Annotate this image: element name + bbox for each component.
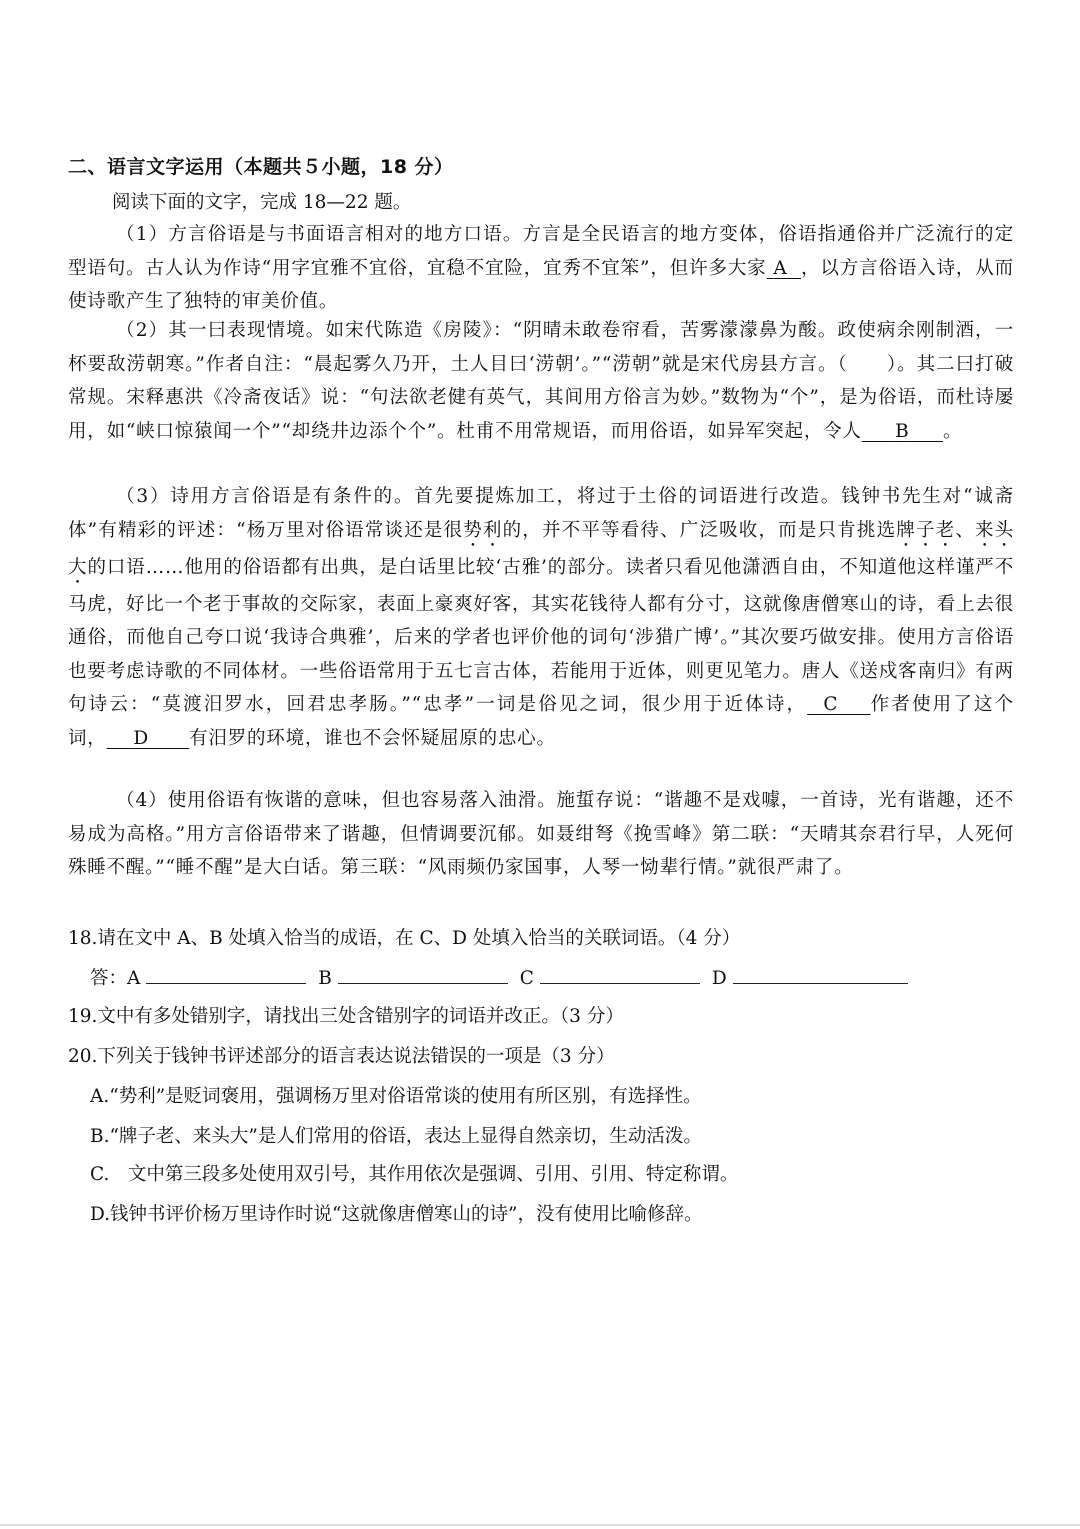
p3-text-c: 的口语……他用的俗语都有出典，是白话里比较‘古雅’的部分。读者只看见他潇洒自由，不知道他这样谨严不马虎，好比一个老于事故的交际家，表面上豪爽好客，其实花钱待人都有分寸，这就像唐僧寒山的诗，看上去很通俗，而他自己夸口说‘我诗合典雅’，后来的学者也评价他的词句‘涉猎广博’。”其次要巧做安排。使用方言俗语也要考虑诗歌的不同体材。一些俗语常用于五七言古体，若能用于近体，则更见笔力。唐人《送戍客南归》有两句诗云：“莫渡汨罗水，回君忠孝肠。”“忠孝”一词是俗见之词，很少用于近体诗， bbox=[68, 556, 1014, 715]
intro-text: 阅读下面的文字，完成 18—22 题。 bbox=[112, 192, 412, 213]
paragraph-1 bbox=[68, 218, 1014, 319]
p1-text-b: ，以方言俗语入诗，从而使诗歌产生了独特的审美价值。 bbox=[68, 257, 1014, 312]
blank-a-label: A bbox=[773, 257, 788, 279]
answer-a-blank[interactable] bbox=[146, 965, 306, 984]
p1-text-a: （1）方言俗语是与书面语言相对的地方口语。方言是全民语言的地方变体，俗语指通俗并广泛流行的定型语句。古人认为作诗“用字宜雅不宜俗，宜稳不宜险，宜秀不宜笨”，但许多大家 bbox=[68, 224, 1014, 279]
blank-d bbox=[107, 728, 189, 749]
blank-d-label: D bbox=[133, 727, 149, 749]
emphasized-term-1: 势利 bbox=[463, 519, 503, 541]
answer-b-blank[interactable] bbox=[338, 965, 508, 984]
answer-a-label: A bbox=[127, 968, 141, 989]
question-20: 20.下列关于钱钟书评述部分的语言表达说法错误的一项是（3 分） bbox=[68, 1046, 615, 1067]
paragraph-2 bbox=[68, 314, 1014, 448]
answer-c-label: C bbox=[519, 968, 534, 989]
p3-text-e: 有汨罗的环境，谁也不会怀疑屈原的忠心。 bbox=[189, 727, 556, 749]
option-a[interactable]: A.“势利”是贬词褒用，强调杨万里对俗语常谈的使用有所区别，有选择性。 bbox=[90, 1086, 702, 1107]
p2-text-b: 。 bbox=[942, 420, 963, 442]
p2-text-a: （2）其一曰表现情境。如宋代陈造《房陵》：“阴晴未敢卷帘看，苦雾濛濛鼻为酸。政使病余刚制酒，一杯要敌涝朝寒。”作者自注：“晨起雾久乃开，土人目曰‘涝朝’。”“涝朝”就是宋代房县方言。（ ）。其二曰打破常规。宋释惠洪《冷斋夜话》说：“句法欲老健有英气，其间用方俗言为妙。”数物为“个”，是为俗语，而杜诗屡用，如“峡口惊猿闻一个”“却绕井边添个个”。杜甫不用常规语，而用俗语，如异军突起，令人 bbox=[68, 320, 1014, 442]
p3-text-b: 的，并不平等看待、广泛吸收，而是只肯挑选 bbox=[502, 519, 897, 541]
p3-text-a: （3）诗用方言俗语是有条件的。首先要提炼加工，将过于土俗的词语进行改造。钱钟书先生对“诚斋体”有精彩的评述：“杨万里对俗语常谈还是很 bbox=[68, 486, 1014, 541]
option-b[interactable]: B.“牌子老、来头大”是人们常用的俗语，表达上显得自然亲切，生动活泼。 bbox=[90, 1126, 702, 1147]
blank-c-label: C bbox=[823, 694, 839, 715]
option-d[interactable]: D.钱钟书评价杨万里诗作时说“这就像唐僧寒山的诗”，没有使用比喻修辞。 bbox=[90, 1204, 703, 1225]
answer-label: 答： bbox=[90, 968, 128, 989]
answer-row bbox=[90, 964, 914, 990]
option-c[interactable]: C. 文中第三段多处使用双引号，其作用依次是强调、引用、引用、特定称谓。 bbox=[90, 1164, 739, 1185]
answer-d-blank[interactable] bbox=[733, 965, 908, 984]
answer-c-blank[interactable] bbox=[540, 965, 700, 984]
blank-a bbox=[767, 258, 801, 279]
emphasized-term-2: 牌子老、来头大 bbox=[68, 519, 1014, 578]
section-heading: 二、语言文字运用（本题共５小题，18 分） bbox=[68, 156, 454, 178]
question-19: 19.文中有多处错别字，请找出三处含错别字的词语并改正。（3 分） bbox=[68, 1006, 624, 1027]
p3-text-d: 作者使用了这个词， bbox=[68, 694, 1014, 749]
blank-c bbox=[807, 694, 870, 715]
question-18: 18.请在文中 A、B 处填入恰当的成语，在 C、D 处填入恰当的关联词语。（4 分） bbox=[68, 928, 741, 949]
blank-b-label: B bbox=[895, 420, 910, 442]
answer-d-label: D bbox=[711, 968, 727, 989]
page-bottom-divider bbox=[0, 1524, 1080, 1526]
paragraph-3 bbox=[68, 480, 1014, 755]
paragraph-4: （4）使用俗语有恢谐的意味，但也容易落入油滑。施蜇存说：“谐趣不是戏噱，一首诗，光有谐趣，还不易成为高格。”用方言俗语带来了谐趣，但情调要沉郁。如聂绀弩《挽雪峰》第二联：“天晴其奈君行早，人死何殊睡不醒。”“睡不醒”是大白话。第三联：“风雨频仍家国事，人琴一恸辈行情。”就很严肃了。 bbox=[68, 790, 1014, 878]
blank-b bbox=[862, 421, 943, 442]
answer-b-label: B bbox=[318, 968, 332, 989]
